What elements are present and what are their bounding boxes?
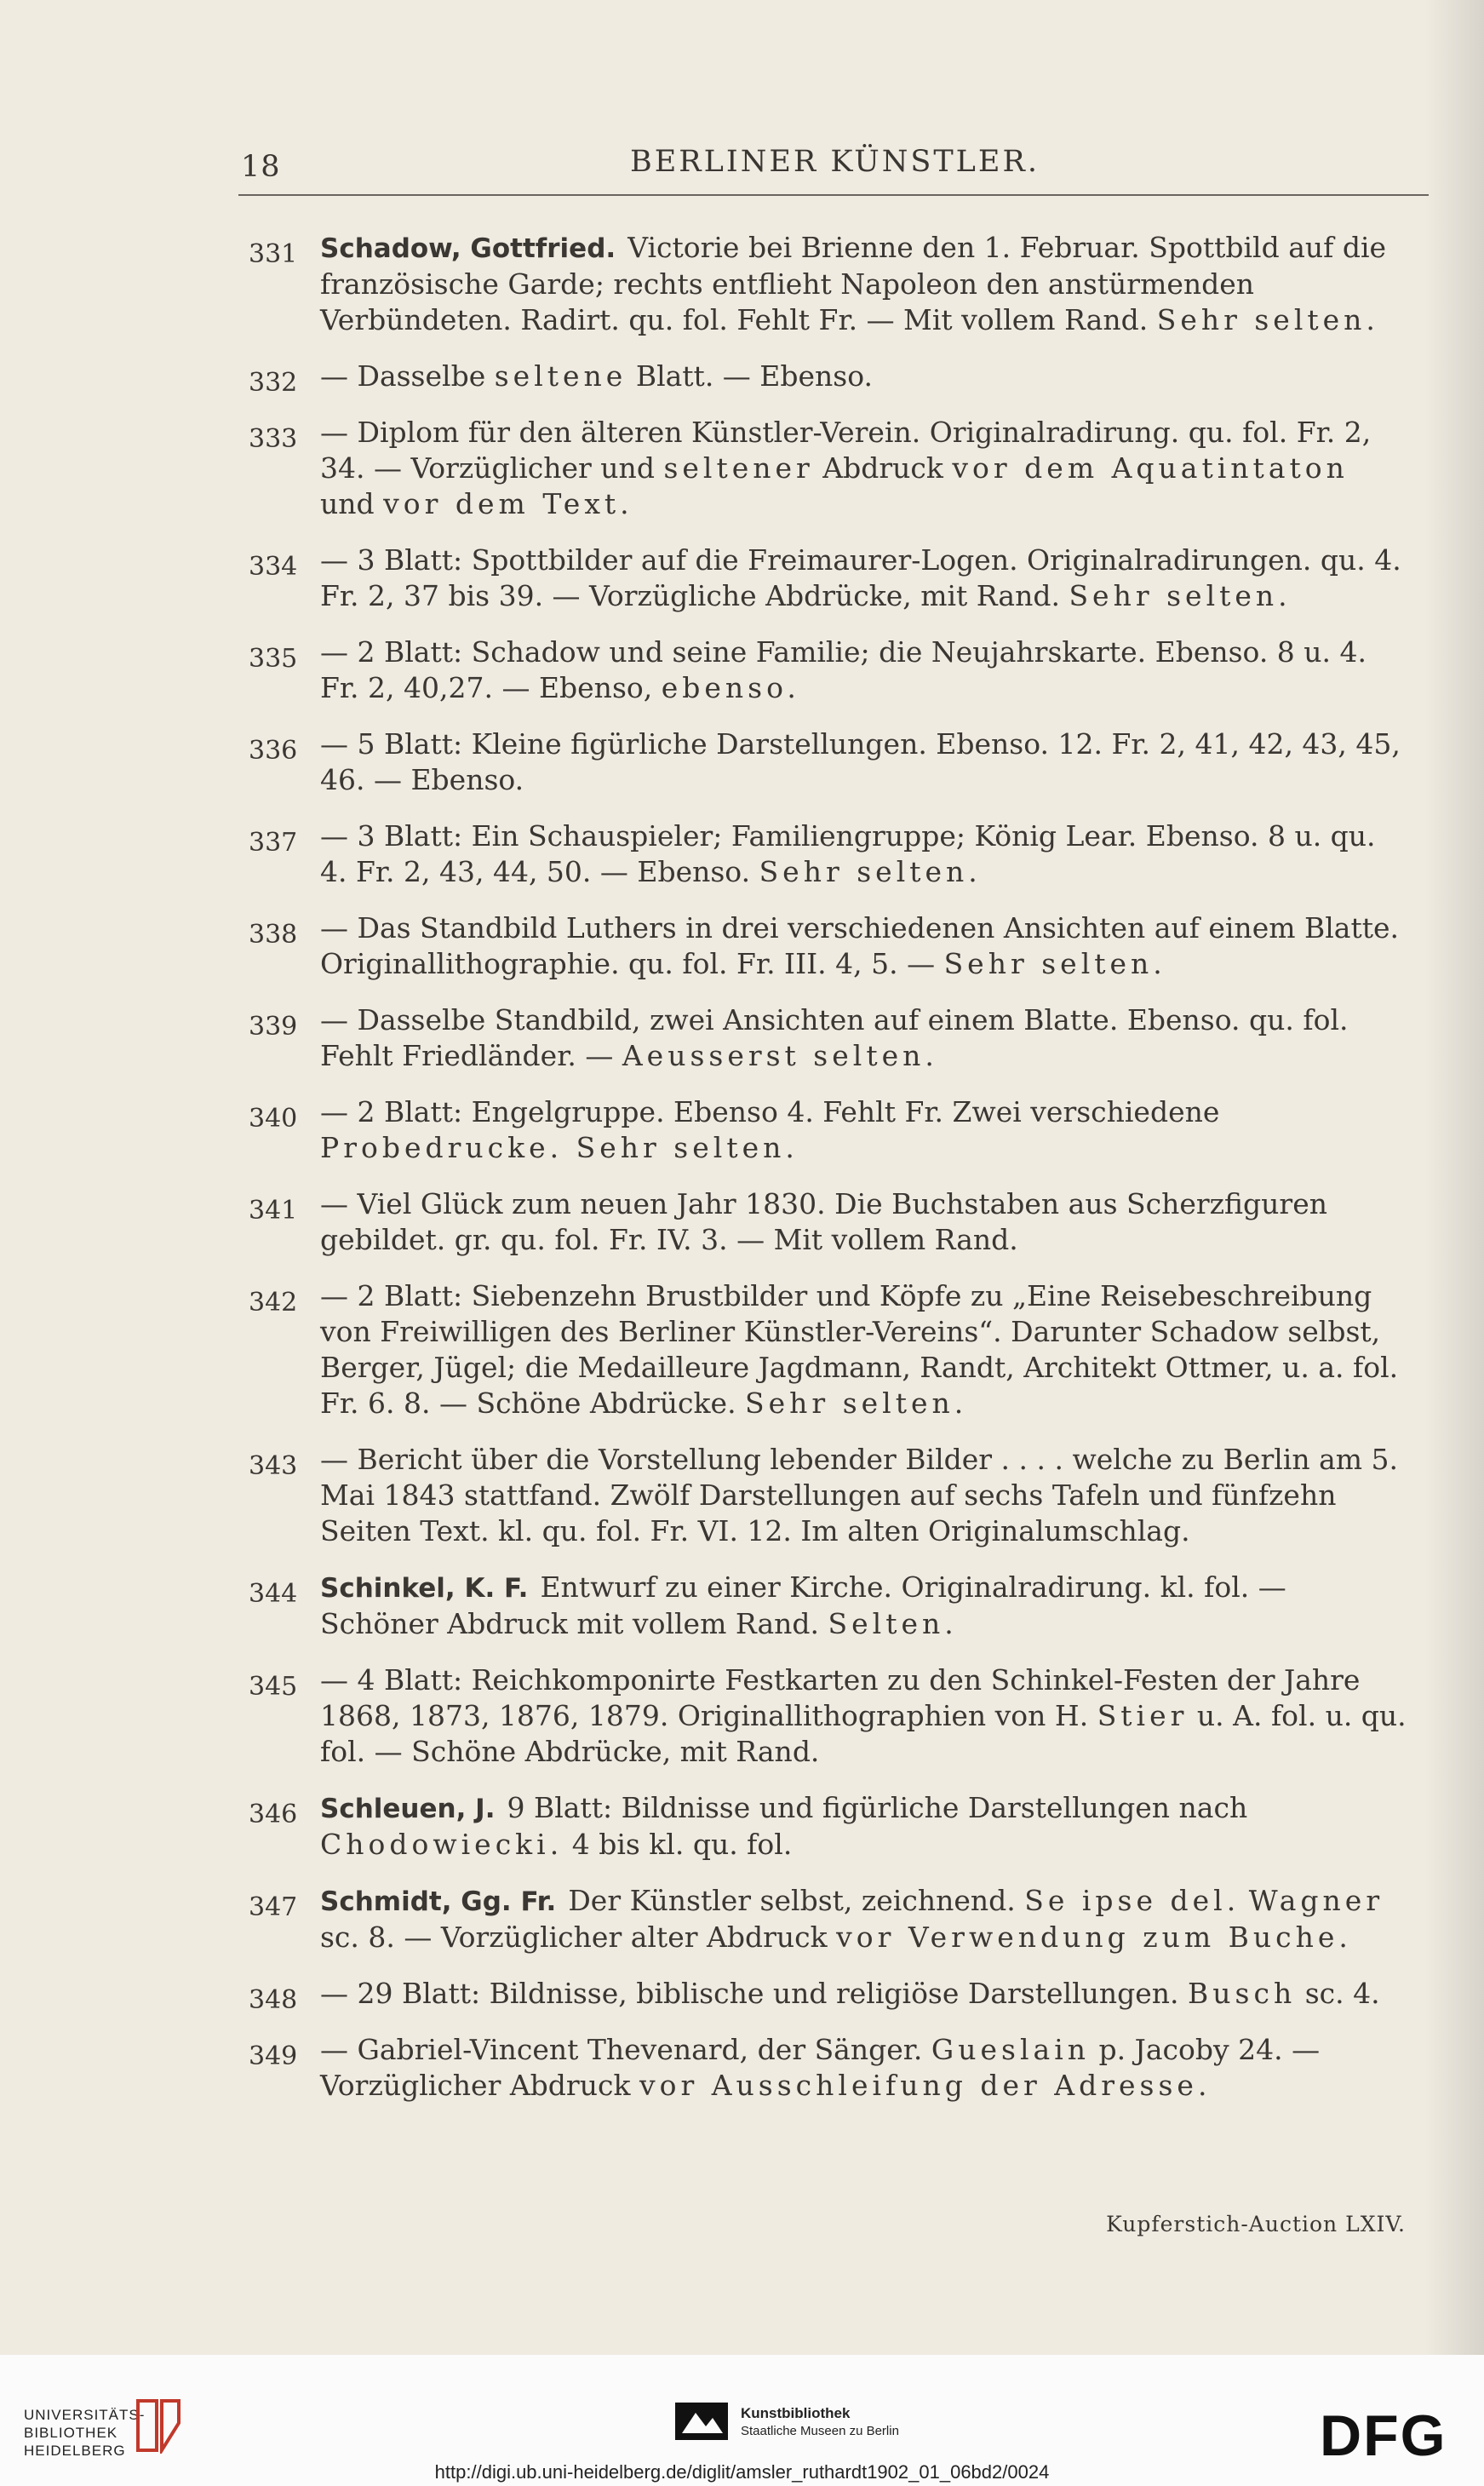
lot-number: 336 — [249, 736, 298, 766]
kunstbibliothek-icon — [675, 2399, 728, 2443]
lot-number: 334 — [249, 552, 298, 582]
description-text: 4 bis kl. qu. fol. — [563, 1828, 793, 1861]
lot-number: 339 — [249, 1012, 298, 1042]
description-text: — 4 Blatt: Reichkomponirte Festkarten zu den Schinkel-Festen der Jahre 1868, 1873, 1876, 1879. Originallithographien von H. — [320, 1663, 1361, 1732]
spaced-emphasis-text: Wagner — [1248, 1884, 1384, 1917]
catalog-entry — [249, 1883, 1407, 1955]
spaced-emphasis-text: vor Verwendung zum Buche. — [836, 1920, 1352, 1954]
catalog-entry — [249, 1790, 1407, 1863]
spaced-emphasis-text: Probedrucke. Sehr selten. — [320, 1131, 799, 1164]
lot-number: 335 — [249, 644, 298, 674]
description-text: 9 Blatt: Bildnisse und figürliche Darstellungen nach — [507, 1791, 1248, 1824]
catalog-entry — [249, 415, 1407, 522]
lot-number: 345 — [249, 1672, 298, 1702]
description-text: — 2 Blatt: Schadow und seine Familie; die Neujahrskarte. Ebenso. 8 u. 4. Fr. 2, 40,27. — Ebenso, — [320, 635, 1367, 704]
lot-number: 333 — [249, 424, 298, 454]
catalog-entry — [249, 1094, 1407, 1166]
spaced-emphasis-text: vor dem Aquatintaton — [952, 451, 1349, 485]
catalog-entry — [249, 1442, 1407, 1549]
page-number: 18 — [241, 150, 281, 184]
description-text: sc. 4. — [1296, 1977, 1380, 2010]
lot-number: 340 — [249, 1104, 298, 1134]
lot-number: 346 — [249, 1800, 298, 1829]
description-text: — Das Standbild Luthers in drei verschiedenen Ansichten auf einem Blatte. Originallithographie. qu. fol. Fr. III. 4, 5. — — [320, 911, 1400, 980]
catalog-entry — [249, 1278, 1407, 1421]
spaced-emphasis-text: Sehr selten. — [745, 1387, 968, 1420]
description-text: sc. 8. — Vorzüglicher alter Abdruck — [320, 1920, 837, 1954]
spaced-emphasis-text: Gueslain — [931, 2033, 1091, 2066]
lot-number: 342 — [249, 1288, 298, 1318]
source-url-link[interactable]: http://digi.ub.uni-heidelberg.de/diglit/amsler_ruthardt1902_01_06bd2/0024 — [434, 2461, 1050, 2483]
catalog-entry — [249, 2032, 1407, 2104]
description-text: — 3 Blatt: Ein Schauspieler; Familiengruppe; König Lear. Ebenso. 8 u. qu. 4. Fr. 2, 43, 44, 50. — Ebenso. — [320, 819, 1376, 888]
artist-name: Schinkel, K. F. — [320, 1573, 529, 1604]
viewer-footer — [0, 2355, 1484, 2486]
catalog-entry — [249, 1662, 1407, 1770]
spaced-emphasis-text: Chodowiecki. — [320, 1828, 564, 1861]
lot-number: 332 — [249, 368, 298, 398]
spaced-emphasis-text: Sehr selten. — [943, 947, 1166, 980]
description-text: — Dasselbe Standbild, zwei Ansichten auf einem Blatte. Ebenso. qu. fol. Fehlt Friedländer. — — [320, 1003, 1349, 1072]
header-rule — [238, 194, 1429, 196]
description-text: und — [320, 487, 384, 520]
spaced-emphasis-text: Sehr selten. — [759, 855, 982, 888]
catalog-entry — [249, 634, 1407, 706]
catalog-entry — [249, 910, 1407, 982]
description-text: — Bericht über die Vorstellung lebender Bilder . . . . welche zu Berlin am 5. Mai 1843 stattfand. Zwölf Darstellungen auf sechs Tafeln und fünfzehn Seiten Text. kl. qu. fol. Fr. VI. 12. Im alten Originalumschlag. — [320, 1443, 1399, 1547]
catalog-entry — [249, 359, 1407, 398]
lot-number: 341 — [249, 1196, 298, 1226]
description-text: — Dasselbe — [320, 359, 495, 393]
catalog-entry — [249, 1002, 1407, 1074]
spaced-emphasis-text: ebenso. — [661, 671, 800, 704]
uni-logo-line: BIBLIOTHEK — [24, 2425, 118, 2441]
catalog-entry — [249, 1186, 1407, 1258]
catalog-entry — [249, 818, 1407, 890]
spaced-emphasis-text: vor Ausschleifung der Adresse. — [639, 2069, 1212, 2102]
spaced-emphasis-text: Se ipse del. — [1024, 1884, 1240, 1917]
description-text: — 29 Blatt: Bildnisse, biblische und religiöse Darstellungen. — [320, 1977, 1189, 2010]
dfg-logo[interactable]: DFG — [1320, 2403, 1447, 2468]
lot-number: 344 — [249, 1579, 298, 1609]
lot-number: 349 — [249, 2041, 298, 2071]
uni-logo-line: HEIDELBERG — [24, 2443, 126, 2459]
description-text: — 2 Blatt: Engelgruppe. Ebenso 4. Fehlt Fr. Zwei verschiedene — [320, 1095, 1220, 1128]
description-text: — 5 Blatt: Kleine figürliche Darstellungen. Ebenso. 12. Fr. 2, 41, 42, 43, 45, 46. — Ebenso. — [320, 727, 1401, 796]
heidelberg-emblem-icon — [136, 2397, 180, 2454]
spaced-emphasis-text: Selten. — [828, 1607, 958, 1640]
kunstbibliothek-logo[interactable] — [741, 2404, 899, 2440]
description-text — [1240, 1884, 1249, 1917]
spaced-emphasis-text: Busch — [1188, 1977, 1297, 2010]
lot-number: 331 — [249, 239, 298, 269]
kb-name: Kunstbibliothek — [741, 2405, 851, 2421]
description-text: — Gabriel-Vincent Thevenard, der Sänger. — [320, 2033, 931, 2066]
catalog-entry — [249, 230, 1407, 338]
catalog-entry — [249, 726, 1407, 798]
signature-line: Kupferstich-Auction LXIV. — [1106, 2212, 1406, 2236]
running-head: BERLINER KÜNSTLER. — [630, 145, 1040, 179]
lot-number: 348 — [249, 1985, 298, 2015]
description-text: — Diplom für den älteren Künstler-Verein. Originalradirung. qu. fol. Fr. 2, 34. — Vorzüglicher und — [320, 416, 1372, 485]
spaced-emphasis-text: Aeusserst selten. — [622, 1039, 938, 1072]
uni-logo-line: UNIVERSITÄTS- — [24, 2407, 146, 2423]
lot-number: 338 — [249, 920, 298, 950]
artist-name: Schmidt, Gg. Fr. — [320, 1886, 557, 1917]
description-text: Der Künstler selbst, zeichnend. — [568, 1884, 1025, 1917]
description-text: Victorie bei Brienne den 1. Februar. Spottbild auf die französische Garde; rechts entflieht Napoleon den anstürmenden Verbündeten. Radirt. qu. fol. Fehlt Fr. — Mit vollem Rand. — [320, 231, 1387, 336]
description-text: — 3 Blatt: Spottbilder auf die Freimaurer-Logen. Originalradirungen. qu. 4. Fr. 2, 37 bis 39. — Vorzügliche Abdrücke, mit Rand. — [320, 543, 1401, 612]
spaced-emphasis-text: Sehr selten. — [1069, 579, 1292, 612]
catalog-entry — [249, 1570, 1407, 1642]
spaced-emphasis-text: vor dem Text. — [383, 487, 633, 520]
artist-name: Schleuen, J. — [320, 1794, 496, 1824]
description-text: Abdruck — [813, 451, 953, 485]
page-edge-shadow — [1424, 0, 1484, 2355]
description-text: u. A. fol. u. qu. fol. — Schöne Abdrücke, mit Rand. — [320, 1699, 1407, 1768]
catalog-entry — [249, 543, 1407, 614]
spaced-emphasis-text: Sehr selten. — [1156, 303, 1379, 336]
university-library-logo[interactable] — [24, 2406, 145, 2460]
lot-number: 347 — [249, 1892, 298, 1922]
spaced-emphasis-text: Stier — [1097, 1699, 1189, 1732]
lot-number: 337 — [249, 828, 298, 858]
description-text: — 2 Blatt: Siebenzehn Brustbilder und Köpfe zu „Eine Reisebeschreibung von Freiwilligen des Berliner Künstler-Vereins“. Darunter Schadow selbst, Berger, Jügel; die Medailleure Jagdmann, Randt, Architekt Ottmer, u. a. fol. Fr. 6. 8. — Schöne Abdrücke. — [320, 1279, 1399, 1420]
kb-subtitle: Staatliche Museen zu Berlin — [741, 2424, 899, 2438]
lot-number: 343 — [249, 1451, 298, 1481]
description-text: Entwurf zu einer Kirche. Originalradirung. kl. fol. — Schöner Abdruck mit vollem Rand. — [320, 1570, 1286, 1640]
spaced-emphasis-text: seltener — [663, 451, 814, 485]
description-text: — Viel Glück zum neuen Jahr 1830. Die Buchstaben aus Scherzfiguren gebildet. gr. qu. fol. Fr. IV. 3. — Mit vollem Rand. — [320, 1187, 1327, 1256]
description-text: Blatt. — Ebenso. — [627, 359, 873, 393]
description-text: p. Jacoby 24. — Vorzüglicher Abdruck — [320, 2033, 1321, 2102]
artist-name: Schadow, Gottfried. — [320, 233, 616, 264]
spaced-emphasis-text: seltene — [494, 359, 627, 393]
catalog-entries — [249, 230, 1407, 2124]
catalog-entry — [249, 1976, 1407, 2015]
